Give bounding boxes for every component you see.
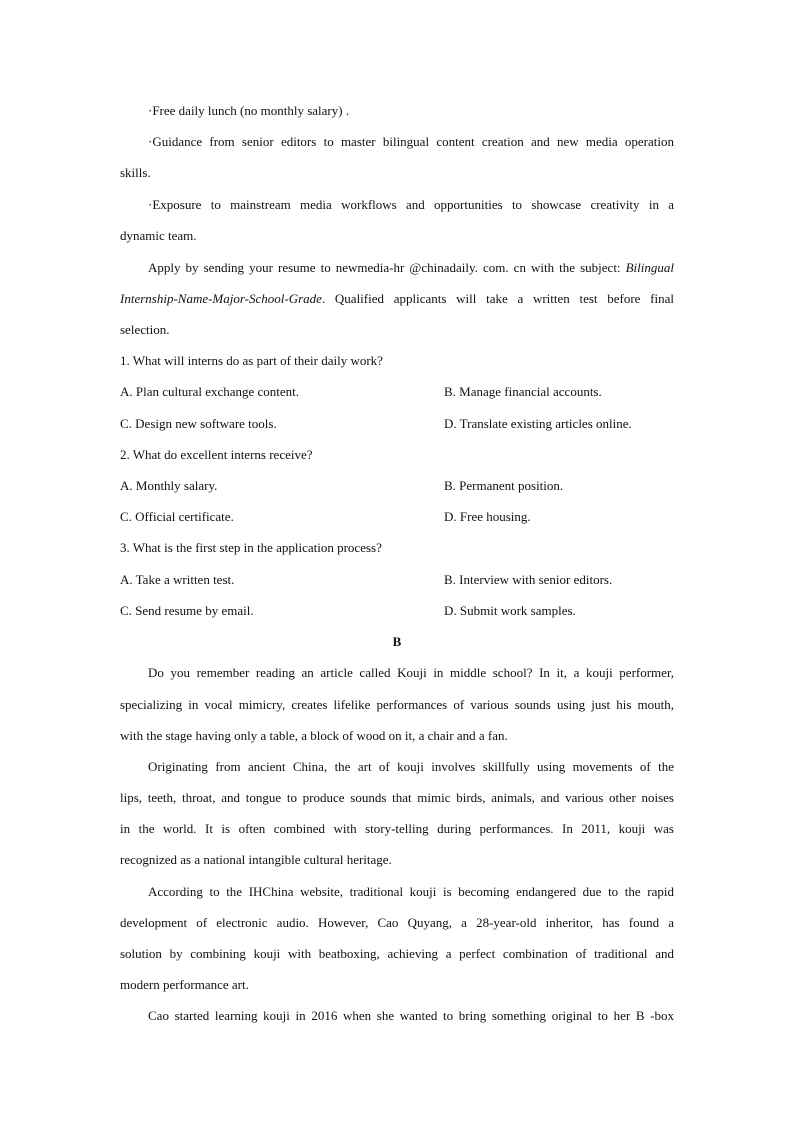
question-1-option-a: A. Plan cultural exchange content. [120,384,300,399]
question-3-option-d: D. Submit work samples. [444,603,576,618]
passage-b-line: in the world. It is often combined with story-telling during performances. In 2011, kouji was [120,821,674,836]
passage-b-line: Cao started learning kouji in 2016 when she wanted to bring something original to her B -box [148,1008,674,1023]
passage-b-line: modern performance art. [120,977,249,992]
apply-line-1-text: Apply by sending your resume to newmedia-hr @chinadaily. com. cn with the subject: [148,260,626,275]
apply-line-2 [120,289,674,309]
question-2-option-b: B. Permanent position. [444,478,564,493]
question-3-option-b: B. Interview with senior editors. [444,572,613,587]
section-b-heading: B [392,634,402,649]
apply-line-1 [148,258,674,278]
passage-b-line: specializing in vocal mimicry, creates lifelike performances of various sounds using just his mouth, [120,697,674,712]
question-1-option-d: D. Translate existing articles online. [444,416,632,431]
passage-b-line: recognized as a national intangible cultural heritage. [120,852,392,867]
question-3-option-c: C. Send resume by email. [120,603,254,618]
question-2-option-d: D. Free housing. [444,509,531,524]
question-2-option-a: A. Monthly salary. [120,478,218,493]
passage-b-line: lips, teeth, throat, and tongue to produce sounds that mimic birds, animals, and various other noises [120,790,674,805]
bullet-exposure-cont: dynamic team. [120,228,197,243]
apply-subject-end: Internship-Name-Major-School-Grade [120,291,322,306]
question-2-option-c: C. Official certificate. [120,509,234,524]
bullet-guidance-cont: skills. [120,165,151,180]
bullet-guidance: ·Guidance from senior editors to master bilingual content creation and new media operation [148,134,674,149]
question-1-option-c: C. Design new software tools. [120,416,277,431]
passage-b-line: Originating from ancient China, the art of kouji involves skillfully using movements of the [148,759,674,774]
bullet-lunch: ·Free daily lunch (no monthly salary) . [148,103,350,118]
passage-b-line: with the stage having only a table, a block of wood on it, a chair and a fan. [120,728,508,743]
bullet-exposure: ·Exposure to mainstream media workflows and opportunities to showcase creativity in a [148,197,674,212]
passage-b-line: According to the IHChina website, traditional kouji is becoming endangered due to the rapid [148,884,674,899]
question-3-option-a: A. Take a written test. [120,572,235,587]
passage-b-line: development of electronic audio. However, Cao Quyang, a 28-year-old inheritor, has found a [120,915,674,930]
apply-line-2-text: . Qualified applicants will take a written test before final [321,291,674,306]
apply-subject-start: Bilingual [625,260,674,275]
passage-b-line: Do you remember reading an article called Kouji in middle school? In it, a kouji performer, [148,665,674,680]
apply-line-3: selection. [120,322,170,337]
question-1-option-b: B. Manage financial accounts. [444,384,602,399]
question-3-stem: 3. What is the first step in the application process? [120,540,382,555]
question-1-stem: 1. What will interns do as part of their daily work? [120,353,383,368]
question-2-stem: 2. What do excellent interns receive? [120,447,313,462]
passage-b-line: solution by combining kouji with beatboxing, achieving a perfect combination of traditional and [120,946,674,961]
